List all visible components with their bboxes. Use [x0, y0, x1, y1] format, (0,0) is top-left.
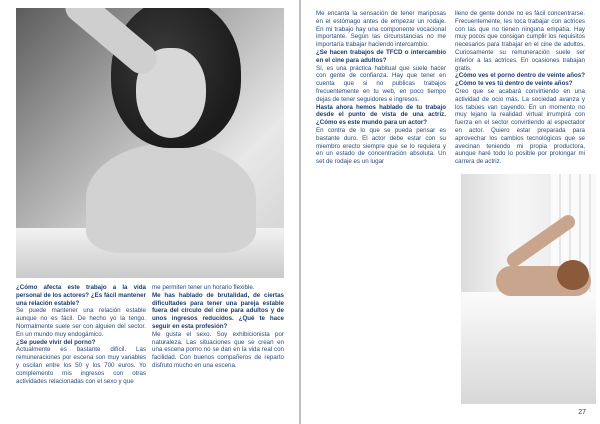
portrait-photo [16, 8, 284, 278]
bed-photo [461, 174, 596, 404]
question: ¿Cómo ves el porno dentro de veinte años? ¿Cómo te ves tú dentro de veinte años? [455, 72, 585, 88]
answer-continued: Me encanta la sensación de tener mariposas en el estómago antes de empezar un rodaje. En mi trabajo hay una componente vocacional importante. Según las circunstancias no me importaría trabajar haciendo intercambio. [316, 10, 446, 49]
answer-continued: me permiten tener un horario flexible. [152, 284, 255, 291]
question: ¿Se puede vivir del porno? [16, 338, 96, 346]
question: Me has hablado de brutalidad, de ciertas dificultades para tener una pareja estable fuera del círculo del cine para adultos y de unos ingresos reducidos. ¿Qué te hace seguir en esta profesión? [152, 291, 284, 330]
answer: Actualmente es bastante difícil. Las remuneraciones por escena son muy variables y oscilan entre los 50 y los 700 euros. Yo complemento mis ingresos con otras actividades relacionadas con el sexo y que [16, 346, 146, 385]
right-column-1 [316, 10, 446, 166]
answer-continued: lleno de gente donde no es fácil concentrarse. Frecuentemente, les toca trabajar con actrices con las que no tienen ninguna empatía. Hay muy pocos que consigan cumplir los requisitos necesarios para trabajar en el cine de adultos. Curiosamente su remuneración suele ser inferior a las actrices. En ocasiones trabajan gratis. [455, 10, 585, 72]
question: Hasta ahora hemos hablado de tu trabajo desde el punto de vista de una actriz. ¿Cómo es este mundo para un actor? [316, 103, 446, 127]
question: ¿Cómo afecta este trabajo a la vida personal de los actores? ¿Es fácil mantener una relación estable? [16, 284, 146, 307]
answer: Sí, es una práctica habitual que suele hacer con gente de confianza. Hay que tener en cuenta que si no publicas trabajos frecuentemente en tu web, en poco tiempo dejas de tener seguidores e ingresos. [316, 64, 446, 103]
page-number: 27 [578, 409, 586, 416]
question: ¿Se hacen trabajos de TFCD o intercambio en el cine para adultos? [316, 48, 446, 64]
answer: Creo que se acabará convirtiendo en una actividad de ocio más. La sociedad avanza y los tabúes van cayendo. En un momento no muy lejano la realidad virtual irrumpirá con fuerza en el sector convirtiendo al espectador en actor. Quiero estar preparada para aprovechar los cambios tecnológicos que se avecinan teniendo mi propia productora, aunque haré todo lo posible por prolongar mi carrera de actriz. [455, 87, 585, 166]
answer: En contra de lo que se pueda pensar es bastante duro. El actor debe estar con su miembro erecto siempre que se lo requiera y en un estado de concentración absoluta. Un set de rodaje es un lugar [316, 126, 446, 166]
answer: Se puede mantener una relación estable aunque no es fácil. De hecho yo la tengo. Normalmente suele ser con alguien del sector. En un mundo muy endogámico. [16, 307, 146, 338]
right-column-2 [455, 10, 585, 166]
left-page [0, 0, 299, 424]
right-page [301, 0, 600, 424]
answer: Me gusta el sexo. Soy exhibicionista por naturaleza. Las situaciones que se crean en una escena porno no se dan en la vida real con facilidad. Con buenos compañeros de reparto disfruto mucho en una escena. [152, 330, 284, 369]
left-column-2 [152, 284, 284, 370]
left-column-1 [16, 284, 146, 385]
